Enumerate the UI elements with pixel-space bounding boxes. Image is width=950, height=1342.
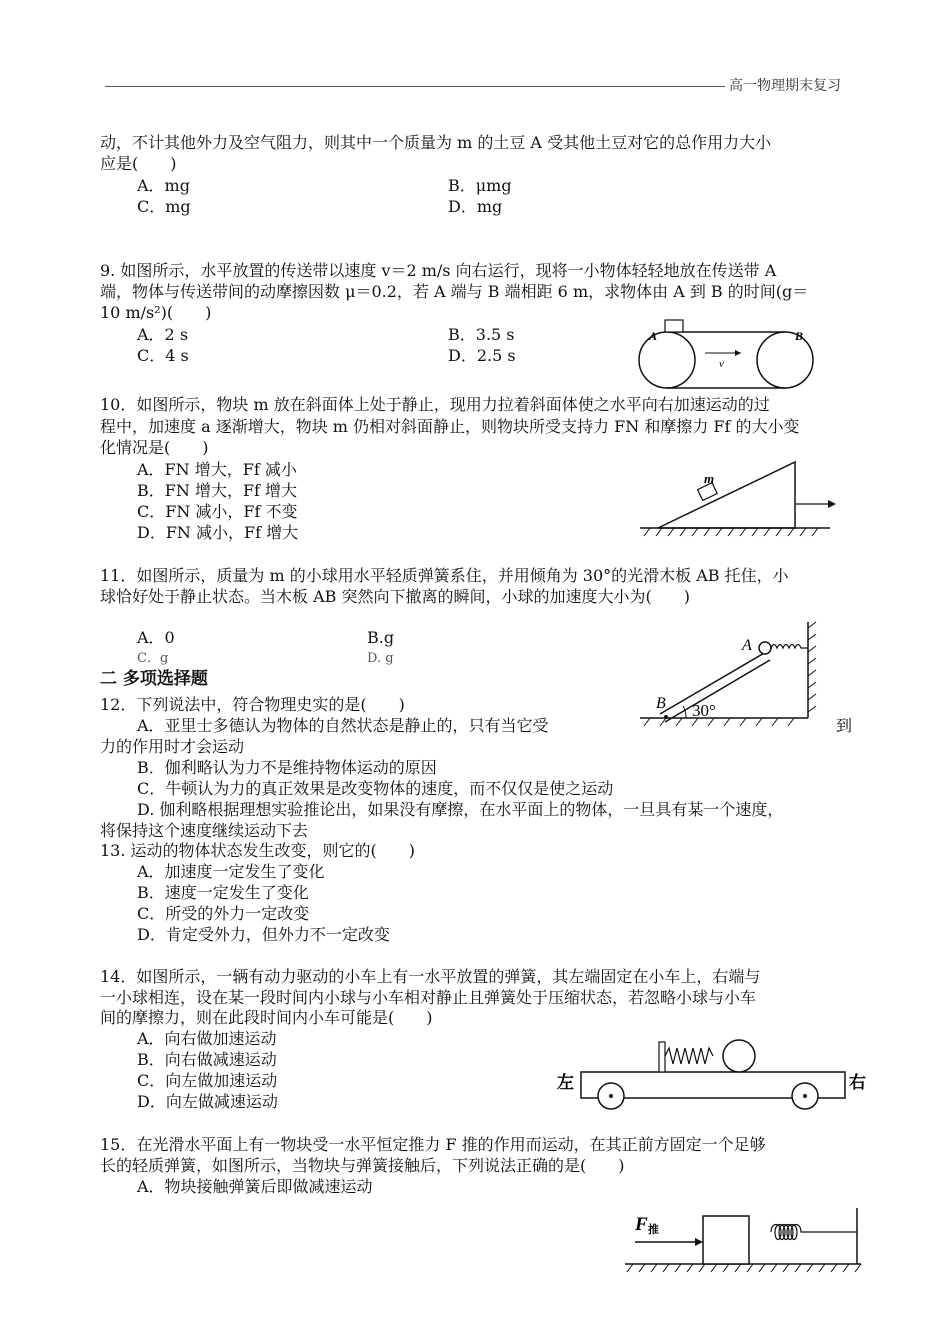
q9-line2: 端，物体与传送带间的动摩擦因数 μ＝0.2，若 A 端与 B 端相距 6 m，求物体由 A 到 B 的时间(g＝ — [100, 282, 809, 301]
cart-label-right: 右 — [849, 1073, 866, 1093]
q8-line1: 动，不计其他外力及空气阻力，则其中一个质量为 m 的土豆 A 受其他土豆对它的总作用力大小 — [100, 133, 772, 152]
q9-option-d: D．2.5 s — [448, 346, 516, 365]
q11-option-a: A．0 — [137, 628, 175, 647]
push-label-f: F — [635, 1214, 648, 1235]
incline-figure — [640, 460, 845, 540]
cart-label-left: 左 — [557, 1073, 574, 1093]
q10-option-d: D．FN 减小，Ff 增大 — [137, 523, 299, 542]
page-header — [105, 76, 865, 97]
section-title: 二 多项选择题 — [100, 669, 208, 689]
push-block-figure — [625, 1208, 865, 1280]
q11-option-d: D. g — [367, 651, 394, 666]
q14-line2: 一小球相连，设在某一段时间内小球与小车相对静止且弹簧处于压缩状态，若忽略小球与小车 — [100, 988, 757, 1007]
header-title: 高一物理期末复习 — [729, 78, 841, 94]
q10-option-c: C．FN 减小，Ff 不变 — [137, 502, 298, 521]
q12-option-a-tail: 到 — [836, 716, 853, 735]
q9-line1: 9. 如图所示，水平放置的传送带以速度 v＝2 m/s 向右运行，现将一小物体轻轻地放在传送带 A — [100, 261, 777, 280]
push-label-sub: 推 — [648, 1223, 659, 1236]
q8-option-a: A．mg — [137, 176, 190, 195]
q10-line3: 化情况是( ) — [100, 438, 209, 457]
q12-line1: 12．下列说法中，符合物理史实的是( ) — [100, 695, 405, 714]
q13-line1: 13. 运动的物体状态发生改变，则它的( ) — [100, 841, 416, 860]
q10-line2: 程中，加速度 a 逐渐增大，物块 m 仍相对斜面静止，则物块所受支持力 FN 和摩擦力 Ff 的大小变 — [100, 417, 800, 436]
q10-option-b: B．FN 增大，Ff 增大 — [137, 481, 298, 500]
q12-option-a-cont: 力的作用时才会运动 — [100, 737, 245, 756]
q13-option-c: C．所受的外力一定改变 — [137, 904, 310, 923]
q10-line1: 10．如图所示，物块 m 放在斜面体上处于静止，现用力拉着斜面体使之水平向右加速运动的过 — [100, 395, 770, 414]
q9-line3: 10 m/s²)( ) — [100, 303, 212, 322]
q12-option-d: D. 伽利略根据理想实验推论出，如果没有摩擦，在水平面上的物体，一旦具有某一个速度， — [137, 800, 784, 819]
q11-option-b: B.g — [367, 628, 395, 647]
q9-option-c: C．4 s — [137, 346, 189, 365]
q13-option-b: B．速度一定发生了变化 — [137, 883, 309, 902]
conveyor-label-b: B — [795, 329, 804, 343]
conveyor-label-a: A — [649, 329, 658, 343]
board-label-a: A — [742, 637, 752, 654]
q12-option-a: A．亚里士多德认为物体的自然状态是静止的，只有当它受 — [137, 716, 549, 735]
q15-option-a: A．物块接触弹簧后即做减速运动 — [137, 1177, 373, 1196]
spring-board-figure — [640, 622, 820, 726]
q10-option-a: A．FN 增大，Ff 减小 — [137, 460, 297, 479]
header-rule — [105, 86, 725, 87]
q13-option-d: D．肯定受外力，但外力不一定改变 — [137, 925, 390, 944]
conveyor-label-v: v — [719, 358, 724, 370]
q13-option-a: A．加速度一定发生了变化 — [137, 862, 325, 881]
q12-option-c: C．牛顿认为力的真正效果是改变物体的速度，而不仅仅是使之运动 — [137, 779, 614, 798]
q14-line1: 14．如图所示，一辆有动力驱动的小车上有一水平放置的弹簧，其左端固定在小车上，右端与 — [100, 967, 761, 986]
q14-option-b: B．向右做减速运动 — [137, 1050, 277, 1069]
q11-option-c: C．g — [137, 651, 169, 666]
board-label-b: B — [656, 695, 666, 712]
q8-option-b: B．μmg — [448, 176, 512, 195]
q8-option-d: D．mg — [448, 197, 503, 216]
q8-option-c: C．mg — [137, 197, 191, 216]
q8-line2: 应是( ) — [100, 154, 177, 173]
q14-option-a: A．向右做加速运动 — [137, 1029, 277, 1048]
incline-label-m: m — [704, 471, 715, 486]
conveyor-belt-figure — [635, 320, 815, 390]
q14-option-c: C．向左做加速运动 — [137, 1071, 278, 1090]
q9-option-b: B．3.5 s — [448, 325, 515, 344]
q12-option-b: B．伽利略认为力不是维持物体运动的原因 — [137, 758, 437, 777]
q9-option-a: A．2 s — [137, 325, 189, 344]
q11-line1: 11．如图所示，质量为 m 的小球用水平轻质弹簧系住，并用倾角为 30°的光滑木板 AB 托住，小 — [100, 566, 789, 585]
q15-line2: 长的轻质弹簧，如图所示，当物块与弹簧接触后，下列说法正确的是( ) — [100, 1156, 625, 1175]
q11-line2: 球恰好处于静止状态。当木板 AB 突然向下撤离的瞬间，小球的加速度大小为( ) — [100, 587, 690, 606]
q14-line3: 间的摩擦力，则在此段时间内小车可能是( ) — [100, 1008, 433, 1027]
q12-option-d-cont: 将保持这个速度继续运动下去 — [100, 821, 309, 840]
board-angle-label: 30° — [692, 701, 716, 720]
q15-line1: 15．在光滑水平面上有一物块受一水平恒定推力 F 推的作用而运动，在其正前方固定一个足够 — [100, 1135, 766, 1154]
cart-figure — [555, 1036, 875, 1112]
q14-option-d: D．向左做减速运动 — [137, 1092, 278, 1111]
